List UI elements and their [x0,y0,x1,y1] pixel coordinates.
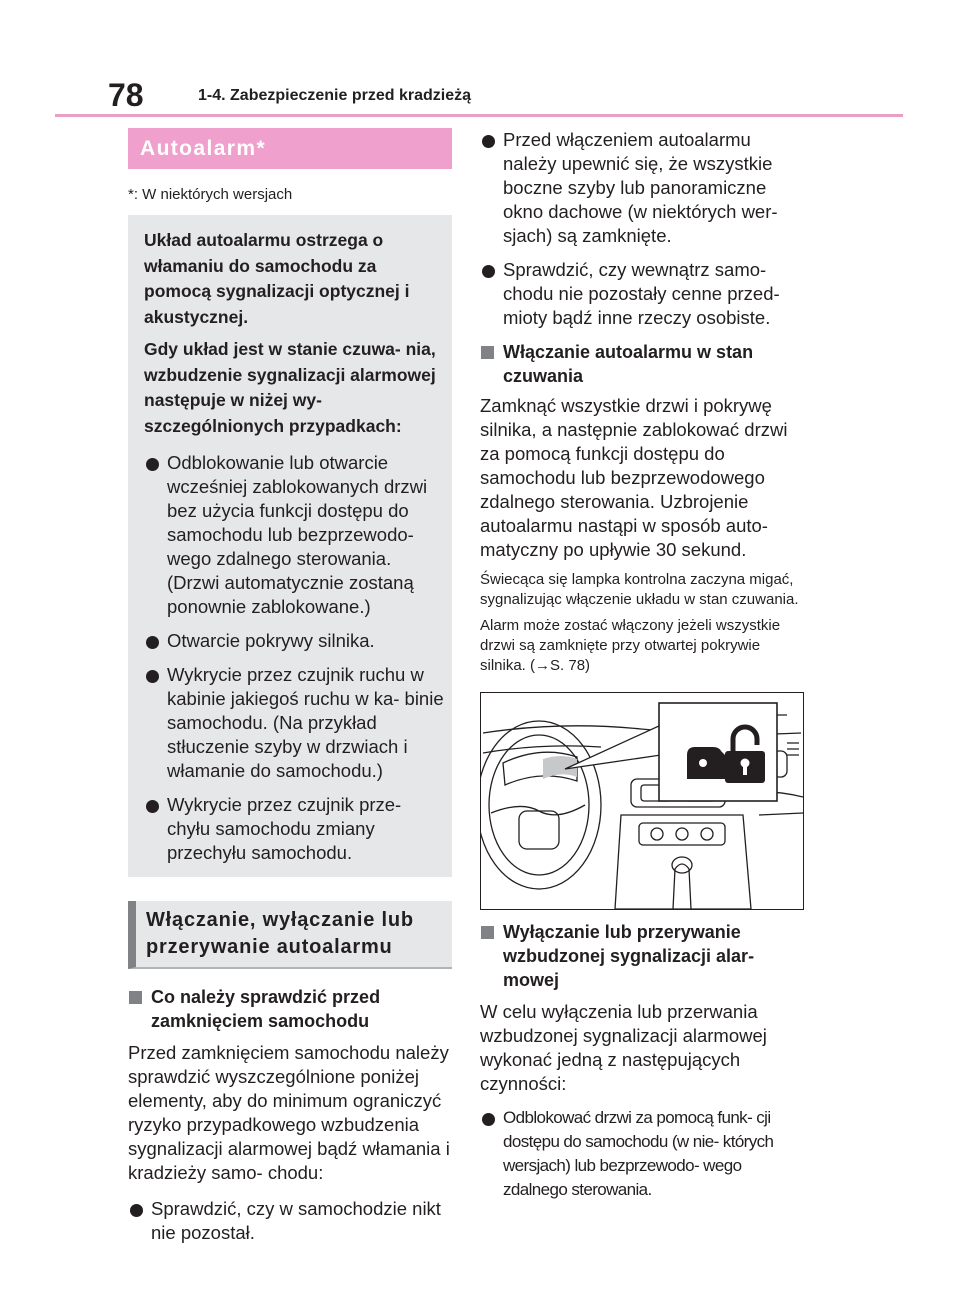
list-item: Sprawdzić, czy w samochodzie nikt nie pozostał. [128,1197,452,1245]
list-item: Wykrycie przez czujnik prze- chyłu samochodu zmiany przechyłu samochodu. [144,793,444,865]
info-box [128,215,452,877]
dashboard-illustration [480,692,804,910]
list-item: Odblokowanie lub otwarcie wcześniej zablokowanych drzwi bez użycia funkcji dostępu do samochodu lub bezprzewodo- wego zdalnego sterowania. (Drzwi automatycznie zostaną ponownie zablokowane.) [144,451,444,619]
list-item: Wykrycie przez czujnik ruchu w kabinie jakiegoś ruchu w ka- binie samochodu. (Na przykład stłuczenie szyby w drzwiach i włamanie do samochodu.) [144,663,444,783]
subheading: Wyłączanie lub przerywanie wzbudzonej sygnalizacji alar- mowej [480,920,806,992]
list-item: Odblokować drzwi za pomocą funk- cji dostępu do samochodu (w nie- których wersjach) lub bezprzewodo- wego zdalnego sterowania. [480,1106,806,1202]
subheading: Włączanie autoalarmu w stan czuwania [480,340,806,388]
header-divider [55,114,903,117]
disarm-list [480,1106,806,1202]
body-text: Przed zamknięciem samochodu należy sprawdzić wyszczególnione poniżej elementy, aby do minimum ograniczyć ryzyko przypadkowego wzbudzenia sygnalizacji alarmowej bądź włamania i kradzieży samo- chodu: [128,1042,450,1183]
section2-heading: Włączanie, wyłączanie lub przerywanie autoalarmu [128,901,452,969]
body-text: Zamknąć wszystkie drzwi i pokrywę silnika, a następnie zablokować drzwi za pomocą funkcji dostępu do samochodu lub bezprzewodowego zdalnego sterowania. Uzbrojenie autoalarmu nastąpi w sposób auto- matyczny po upływie 30 sekund. [480,395,788,560]
check-list [128,1197,452,1245]
list-item: Otwarcie pokrywy silnika. [144,629,444,653]
body-text: W celu wyłączenia lub przerwania wzbudzonej sygnalizacji alarmowej wykonać jedną z następujących czynności: [480,1001,767,1094]
left-column [128,128,452,1255]
right-column [480,128,806,1212]
info-box-condition: Gdy układ jest w stanie czuwa- nia, wzbudzenie sygnalizacji alarmowej następuje w niżej wy- szczególnionych przypadkach: [144,339,436,436]
check-before-locking [128,985,452,1245]
list-item: Sprawdzić, czy wewnątrz samo- chodu nie pozostały cenne przed- mioty bądź inne rzeczy osobiste. [480,258,806,330]
dashboard-drawing [481,693,804,910]
page-number: 78 [108,77,144,113]
trigger-list [144,451,444,865]
check-list-continued [480,128,806,330]
section-title: 1-4. Zabezpieczenie przed kradzieżą [198,87,471,104]
note-text: Świecąca się lampka kontrolna zaczyna migać, sygnalizując włączenie układu w stan czuwania. [480,571,799,608]
autoalarm-title: Autoalarm* [128,128,452,169]
info-box-intro: Układ autoalarmu ostrzega o włamaniu do samochodu za pomocą sygnalizacji optycznej i akustycznej. [144,230,410,327]
note-text: Alarm może zostać włączony jeżeli wszystkie drzwi są zamknięte przy otwartej pokrywie silnika. (→S. 78) [480,617,781,674]
list-item: Przed włączeniem autoalarmu należy upewnić się, że wszystkie boczne szyby lub panoramiczne okno dachowe (w niektórych wer- sjach) są zamknięte. [480,128,806,248]
footnote: *: W niektórych wersjach [128,186,293,203]
subheading: Co należy sprawdzić przed zamknięciem samochodu [128,985,452,1033]
